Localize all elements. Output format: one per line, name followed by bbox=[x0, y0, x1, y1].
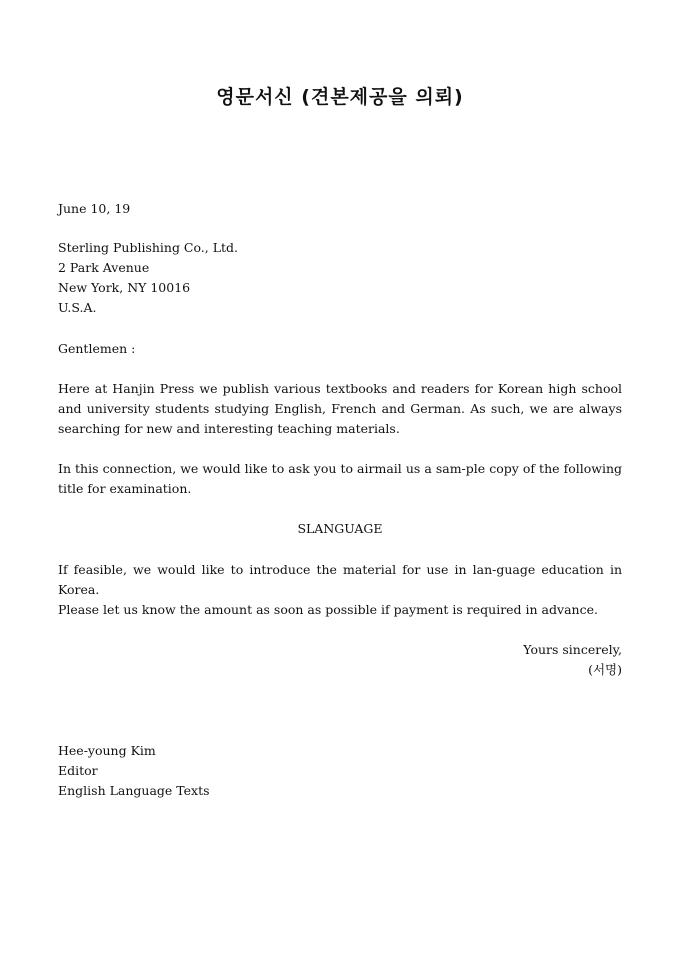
recipient-country: U.S.A. bbox=[58, 300, 97, 315]
recipient-street: 2 Park Avenue bbox=[58, 260, 150, 275]
letter-title: 영문서신 (견본제공을 의뢰) bbox=[216, 86, 464, 108]
body-paragraph-4: Please let us know the amount as soon as possible if payment is required in advance. bbox=[58, 602, 598, 617]
body-paragraph-3: If feasible, we would like to introduce the material for use in lan-guage education in Korea. bbox=[58, 562, 622, 597]
sender-department: English Language Texts bbox=[58, 783, 210, 798]
recipient-company: Sterling Publishing Co., Ltd. bbox=[58, 240, 239, 255]
body-paragraph-2: In this connection, we would like to ask you to airmail us a sam-ple copy of the following title for examination. bbox=[58, 461, 622, 496]
body-paragraph-1: Here at Hanjin Press we publish various textbooks and readers for Korean high school and university students studying English, French and German. As such, we are always searching for new and interesting teaching materials. bbox=[58, 381, 622, 436]
recipient-city: New York, NY 10016 bbox=[58, 280, 191, 295]
complimentary-close: Yours sincerely, bbox=[523, 642, 622, 657]
salutation: Gentlemen : bbox=[58, 341, 136, 356]
sender-name: Hee-young Kim bbox=[58, 743, 156, 758]
signature-note: (서명) bbox=[588, 662, 622, 677]
letter-date: June 10, 19 bbox=[58, 201, 131, 216]
book-title: SLANGUAGE bbox=[297, 521, 383, 536]
sender-position: Editor bbox=[58, 763, 98, 778]
